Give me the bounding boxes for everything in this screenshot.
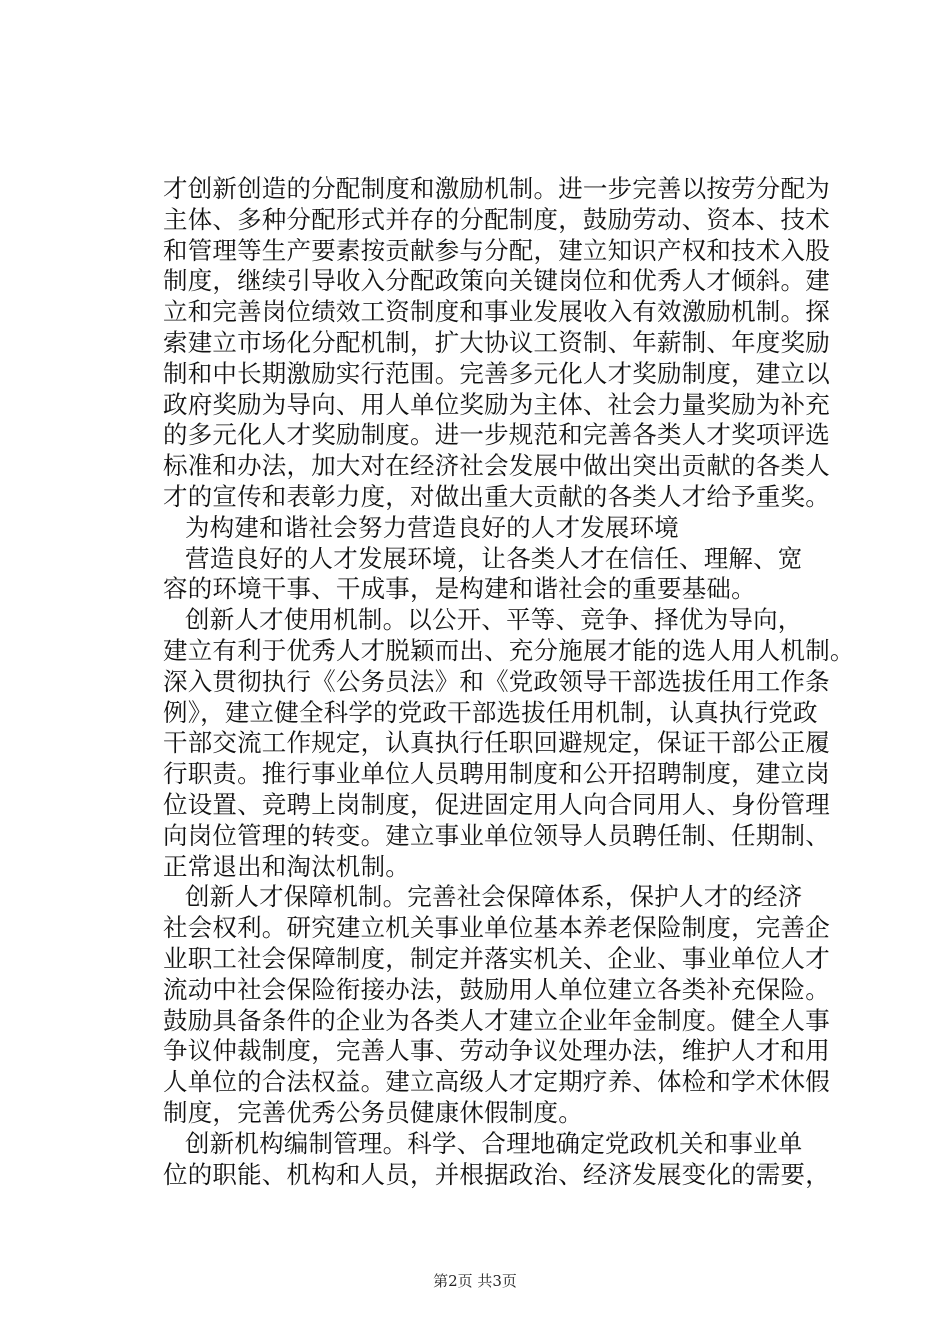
text-line: 政府奖励为导向、用人单位奖励为主体、社会力量奖励为补充 xyxy=(163,389,830,419)
text-line: 营造良好的人才发展环境，让各类人才在信任、理解、宽 xyxy=(185,543,803,573)
text-line: 标准和办法，加大对在经济社会发展中做出突出贡献的各类人 xyxy=(163,451,830,481)
text-line: 鼓励具备条件的企业为各类人才建立企业年金制度。健全人事 xyxy=(163,1005,830,1035)
text-line: 索建立市场化分配机制，扩大协议工资制、年薪制、年度奖励 xyxy=(163,327,830,357)
text-line: 立和完善岗位绩效工资制度和事业发展收入有效激励机制。探 xyxy=(163,297,830,327)
text-line: 制度，继续引导收入分配政策向关键岗位和优秀人才倾斜。建 xyxy=(163,266,830,296)
text-line: 为构建和谐社会努力营造良好的人才发展环境 xyxy=(185,512,679,542)
text-line: 的多元化人才奖励制度。进一步规范和完善各类人才奖项评选 xyxy=(163,420,830,450)
text-line: 创新人才保障机制。完善社会保障体系，保护人才的经济 xyxy=(185,882,803,912)
text-line: 才创新创造的分配制度和激励机制。进一步完善以按劳分配为 xyxy=(163,174,830,203)
text-line: 业职工社会保障制度，制定并落实机关、企业、事业单位人才 xyxy=(163,943,830,973)
text-line: 流动中社会保险衔接办法，鼓励用人单位建立各类补充保险。 xyxy=(163,974,830,1004)
text-line: 才的宣传和表彰力度，对做出重大贡献的各类人才给予重奖。 xyxy=(163,481,830,511)
text-line: 行职责。推行事业单位人员聘用制度和公开招聘制度，建立岗 xyxy=(163,759,830,789)
text-line: 正常退出和淘汰机制。 xyxy=(163,851,410,881)
text-line: 干部交流工作规定，认真执行任职回避规定，保证干部公正履 xyxy=(163,728,830,758)
text-line: 例》，建立健全科学的党政干部选拔任用机制，认真执行党政 xyxy=(163,697,818,727)
text-line: 位的职能、机构和人员，并根据政治、经济发展变化的需要， xyxy=(163,1159,830,1189)
text-line: 建立有利于优秀人才脱颖而出、充分施展才能的选人用人机制。 xyxy=(163,635,855,665)
text-line: 创新机构编制管理。科学、合理地确定党政机关和事业单 xyxy=(185,1128,803,1158)
text-line: 位设置、竞聘上岗制度，促进固定用人向合同用人、身份管理 xyxy=(163,789,830,819)
text-line: 和管理等生产要素按贡献参与分配，建立知识产权和技术入股 xyxy=(163,235,830,265)
text-line: 制度，完善优秀公务员健康休假制度。 xyxy=(163,1097,583,1127)
text-line: 主体、多种分配形式并存的分配制度，鼓励劳动、资本、技术 xyxy=(163,204,830,234)
text-line: 争议仲裁制度，完善人事、劳动争议处理办法，维护人才和用 xyxy=(163,1036,830,1066)
text-line: 创新人才使用机制。以公开、平等、竞争、择优为导向， xyxy=(185,605,803,635)
document-body xyxy=(163,174,855,1190)
text-line: 人单位的合法权益。建立高级人才定期疗养、体检和学术休假 xyxy=(163,1067,830,1097)
text-line: 容的环境干事、干成事，是构建和谐社会的重要基础。 xyxy=(163,574,756,604)
text-line: 制和中长期激励实行范围。完善多元化人才奖励制度，建立以 xyxy=(163,358,830,388)
text-line: 向岗位管理的转变。建立事业单位领导人员聘任制、任期制、 xyxy=(163,820,830,850)
text-line: 社会权利。研究建立机关事业单位基本养老保险制度，完善企 xyxy=(163,913,830,943)
page-number-footer: 第2页 共3页 xyxy=(433,1272,517,1290)
text-line: 深入贯彻执行《公务员法》和《党政领导干部选拔任用工作条 xyxy=(163,666,830,696)
